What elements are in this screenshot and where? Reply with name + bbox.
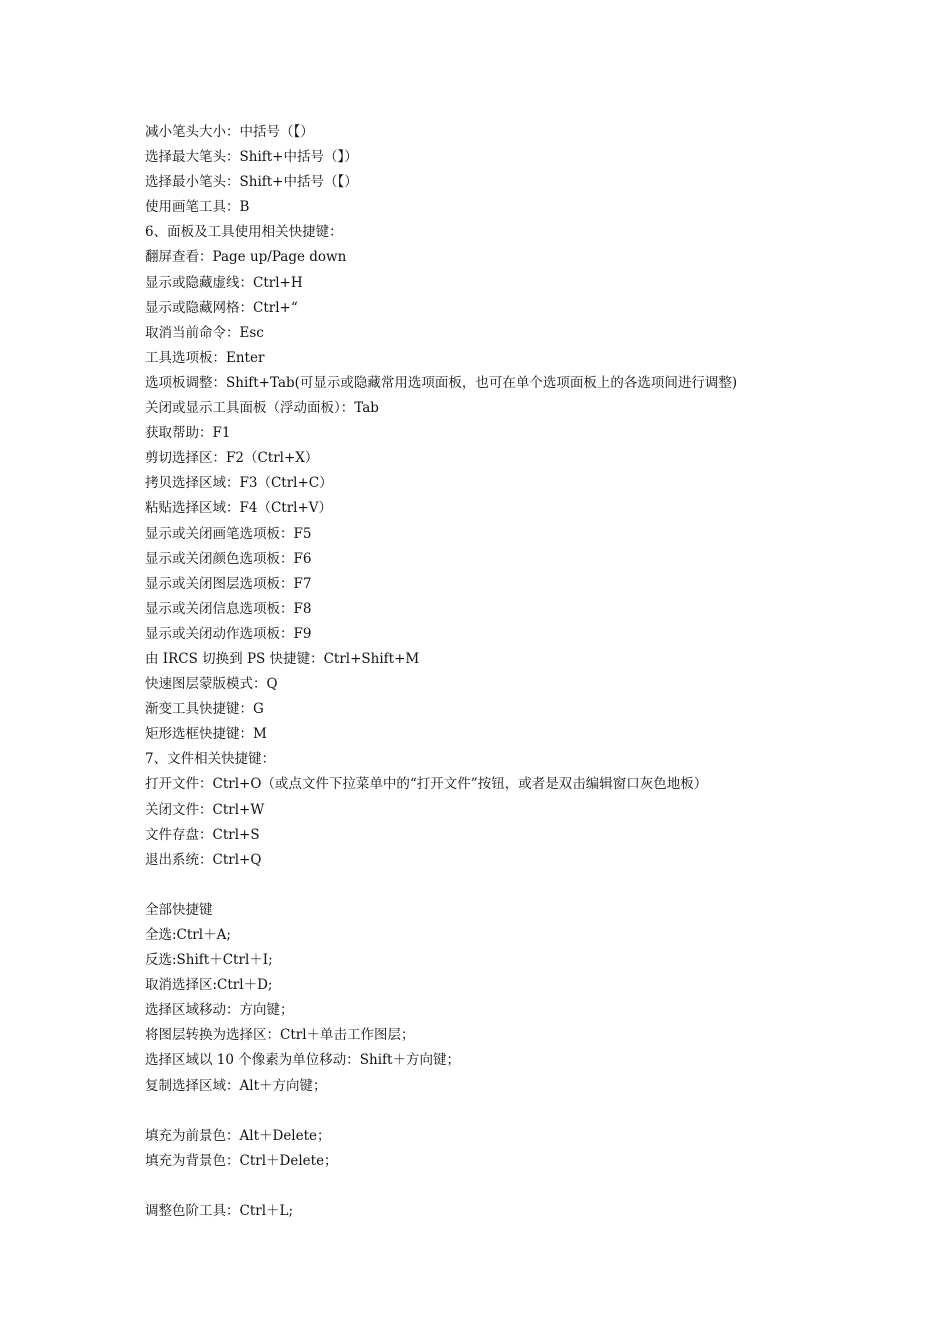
blank-line [145, 1099, 905, 1124]
text-line: 关闭文件：Ctrl+W [145, 801, 265, 818]
text-line: 翻屏查看：Page up/Page down [145, 249, 347, 266]
text-line: 退出系统：Ctrl+Q [145, 851, 262, 868]
text-line: 显示或隐藏虚线：Ctrl+H [145, 274, 303, 291]
text-line: 打开文件：Ctrl+O（或点文件下拉菜单中的“打开文件”按钮，或者是双击编辑窗口灰色地板） [145, 776, 708, 793]
text-line: 取消选择区:Ctrl＋D; [145, 977, 273, 994]
text-line: 选择区域以 10 个像素为单位移动：Shift＋方向键； [145, 1052, 460, 1069]
section-heading: 6、面板及工具使用相关快捷键： [145, 224, 343, 241]
document-body [145, 120, 905, 1224]
text-line: 显示或关闭画笔选项板：F5 [145, 525, 312, 542]
text-line: 获取帮助：F1 [145, 425, 231, 442]
text-line: 选择最小笔头：Shift+中括号（【） [145, 174, 358, 191]
text-line: 选择区域移动：方向键； [145, 1002, 294, 1019]
blank-line [145, 873, 905, 898]
text-line: 填充为背景色：Ctrl＋Delete； [145, 1152, 338, 1169]
text-line: 快速图层蒙版模式：Q [145, 676, 278, 693]
section-heading: 全部快捷键 [145, 901, 213, 918]
text-line: 矩形选框快捷键：M [145, 726, 267, 743]
text-line: 剪切选择区：F2（Ctrl+X） [145, 450, 319, 467]
section-heading: 7、文件相关快捷键： [145, 751, 276, 768]
text-line: 显示或关闭图层选项板：F7 [145, 575, 312, 592]
text-line: 复制选择区域：Alt＋方向键； [145, 1077, 327, 1094]
text-line: 显示或隐藏网格：Ctrl+“ [145, 299, 298, 316]
text-line: 文件存盘：Ctrl+S [145, 826, 260, 843]
text-line: 显示或关闭信息选项板：F8 [145, 600, 312, 617]
text-line: 全选:Ctrl＋A; [145, 927, 231, 943]
blank-line [145, 1174, 905, 1199]
text-line: 工具选项板：Enter [145, 349, 265, 366]
text-line: 选择最大笔头：Shift+中括号（】） [145, 149, 358, 166]
text-line: 使用画笔工具：B [145, 199, 250, 216]
text-line: 将图层转换为选择区：Ctrl＋单击工作图层； [145, 1027, 415, 1044]
text-line: 由 IRCS 切换到 PS 快捷键：Ctrl+Shift+M [145, 650, 420, 667]
text-line: 显示或关闭颜色选项板：F6 [145, 550, 312, 567]
text-line: 取消当前命令：Esc [145, 324, 264, 341]
text-line: 选项板调整：Shift+Tab(可显示或隐藏常用选项面板，也可在单个选项面板上的各选项间进行调整) [145, 374, 738, 391]
text-line: 渐变工具快捷键：G [145, 701, 264, 718]
text-line: 拷贝选择区域：F3（Ctrl+C） [145, 475, 333, 492]
text-line: 关闭或显示工具面板（浮动面板）：Tab [145, 400, 379, 417]
text-line: 减小笔头大小：中括号（【） [145, 124, 314, 140]
text-line: 调整色阶工具：Ctrl＋L; [145, 1203, 294, 1220]
text-line: 显示或关闭动作选项板：F9 [145, 625, 312, 642]
text-line: 填充为前景色：Alt＋Delete； [145, 1127, 331, 1144]
text-line: 粘贴选择区域：F4（Ctrl+V） [145, 500, 333, 517]
text-line: 反选:Shift＋Ctrl＋I; [145, 952, 273, 969]
